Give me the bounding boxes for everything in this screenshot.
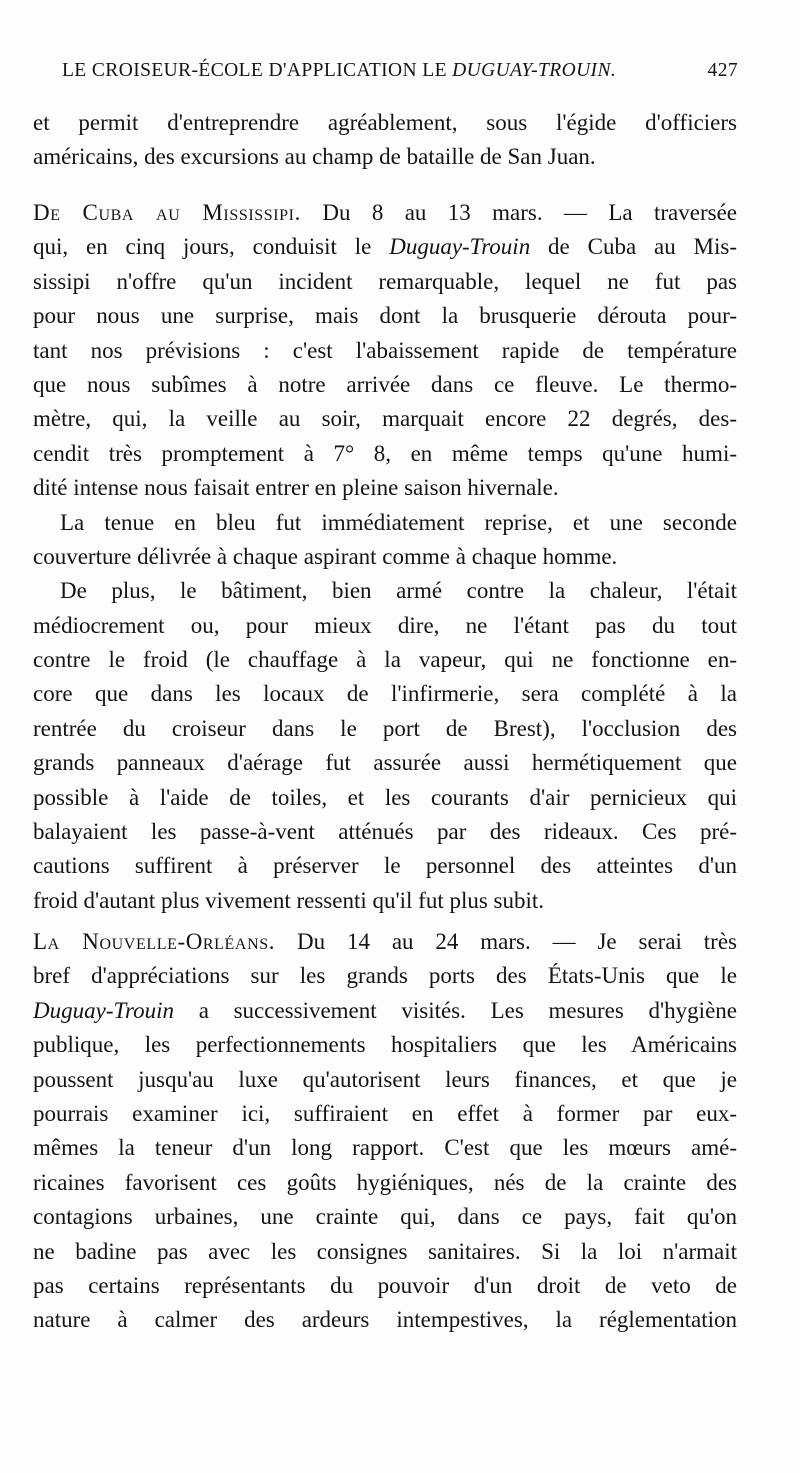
text-line: cautions suffirent à préserver le personnel des atteintes d'un <box>33 853 737 879</box>
text-line: pas certains représentants du pouvoir d'un droit de veto de <box>33 1272 737 1298</box>
text-line: bref d'appréciations sur les grands ports des États-Unis que le <box>33 963 737 989</box>
text-line: core que dans les locaux de l'infirmerie, sera complété à la <box>33 681 737 707</box>
text-line: dité intense nous faisait entrer en pleine saison hivernale. <box>33 475 559 501</box>
text-line: pourrais examiner ici, suffiraient en effet à former par eux- <box>33 1100 737 1126</box>
text-line: mètre, qui, la veille au soir, marquait encore 22 degrés, des- <box>33 406 737 432</box>
text-line: ne badine pas avec les consignes sanitaires. Si la loi n'armait <box>33 1238 737 1264</box>
running-head-text: LE CROISEUR-ÉCOLE D'APPLICATION LE <box>62 60 447 81</box>
ship-name: Duguay-Trouin <box>389 234 531 260</box>
text-line: cendit très promptement à 7° 8, en même temps qu'une humi- <box>33 440 737 466</box>
text-line: médiocrement ou, pour mieux dire, ne l'étant pas du tout <box>33 612 737 638</box>
text-line <box>33 230 737 264</box>
text-span: Du 8 au 13 mars. — La traversée <box>300 200 737 225</box>
intro-paragraph <box>33 106 737 175</box>
section-heading: De Cuba au Mississipi. <box>33 200 301 225</box>
section-heading: La Nouvelle-Orléans. <box>33 929 276 954</box>
ship-name: Duguay-Trouin <box>33 997 174 1023</box>
text-line: froid d'autant plus vivement ressenti qu'il fut plus subit. <box>33 887 545 913</box>
text-line: De plus, le bâtiment, bien armé contre la chaleur, l'était <box>60 578 737 604</box>
text-line: pour nous une surprise, mais dont la brusquerie dérouta pour- <box>33 303 737 329</box>
running-head-title <box>62 60 616 82</box>
running-head <box>62 60 738 90</box>
text-span: Du 14 au 24 mars. — Je serai très <box>275 929 738 954</box>
text-line: tant nos prévisions : c'est l'abaissement rapide de température <box>33 337 737 363</box>
text-span: a successivement visités. Les mesures d'hygiène <box>174 997 737 1023</box>
section-nouvelle-orleans <box>33 925 737 1338</box>
text-line: ricaines favorisent ces goûts hygiéniques, nés de la crainte des <box>33 1169 737 1195</box>
page-number: 427 <box>707 60 738 81</box>
text-line: couverture délivrée à chaque aspirant comme à chaque homme. <box>33 543 618 569</box>
text-line: poussent jusqu'au luxe qu'autorisent leurs finances, et que je <box>33 1066 737 1092</box>
text-line: contagions urbaines, une crainte qui, dans ce pays, fait qu'on <box>33 1204 737 1230</box>
text-line: rentrée du croiseur dans le port de Brest), l'occlusion des <box>33 715 737 741</box>
text-line: sissipi n'offre qu'un incident remarquable, lequel ne fut pas <box>33 268 737 294</box>
running-head-ship-name: DUGUAY-TROUIN. <box>452 60 617 81</box>
text-line <box>33 994 737 1028</box>
text-line: grands panneaux d'aérage fut assurée aussi hermétiquement que <box>33 750 737 776</box>
text-line: et permit d'entreprendre agréablement, sous l'égide d'officiers <box>33 110 737 135</box>
text-line: publique, les perfectionnements hospitaliers que les Américains <box>33 1032 737 1058</box>
text-line: mêmes la teneur d'un long rapport. C'est que les mœurs amé- <box>33 1135 737 1161</box>
text-line: La tenue en bleu fut immédiatement reprise, et une seconde <box>60 509 737 535</box>
section-heading-line <box>33 925 737 959</box>
text-line: que nous subîmes à notre arrivée dans ce fleuve. Le thermo- <box>33 371 737 397</box>
text-line: nature à calmer des ardeurs intempestives, la réglementation <box>33 1307 737 1333</box>
text-line: possible à l'aide de toiles, et les courants d'air pernicieux qui <box>33 784 737 810</box>
text-line: contre le froid (le chauffage à la vapeur, qui ne fonctionne en- <box>33 647 737 673</box>
section-heading-line <box>33 196 737 230</box>
text-span: qui, en cinq jours, conduisit le <box>33 234 390 260</box>
text-line: américains, des excursions au champ de bataille de San Juan. <box>33 144 596 170</box>
section-cuba-mississipi <box>33 196 737 918</box>
text-line: balayaient les passe-à-vent atténués par des rideaux. Ces pré- <box>33 819 737 845</box>
text-span: de Cuba au Mis- <box>530 234 737 260</box>
